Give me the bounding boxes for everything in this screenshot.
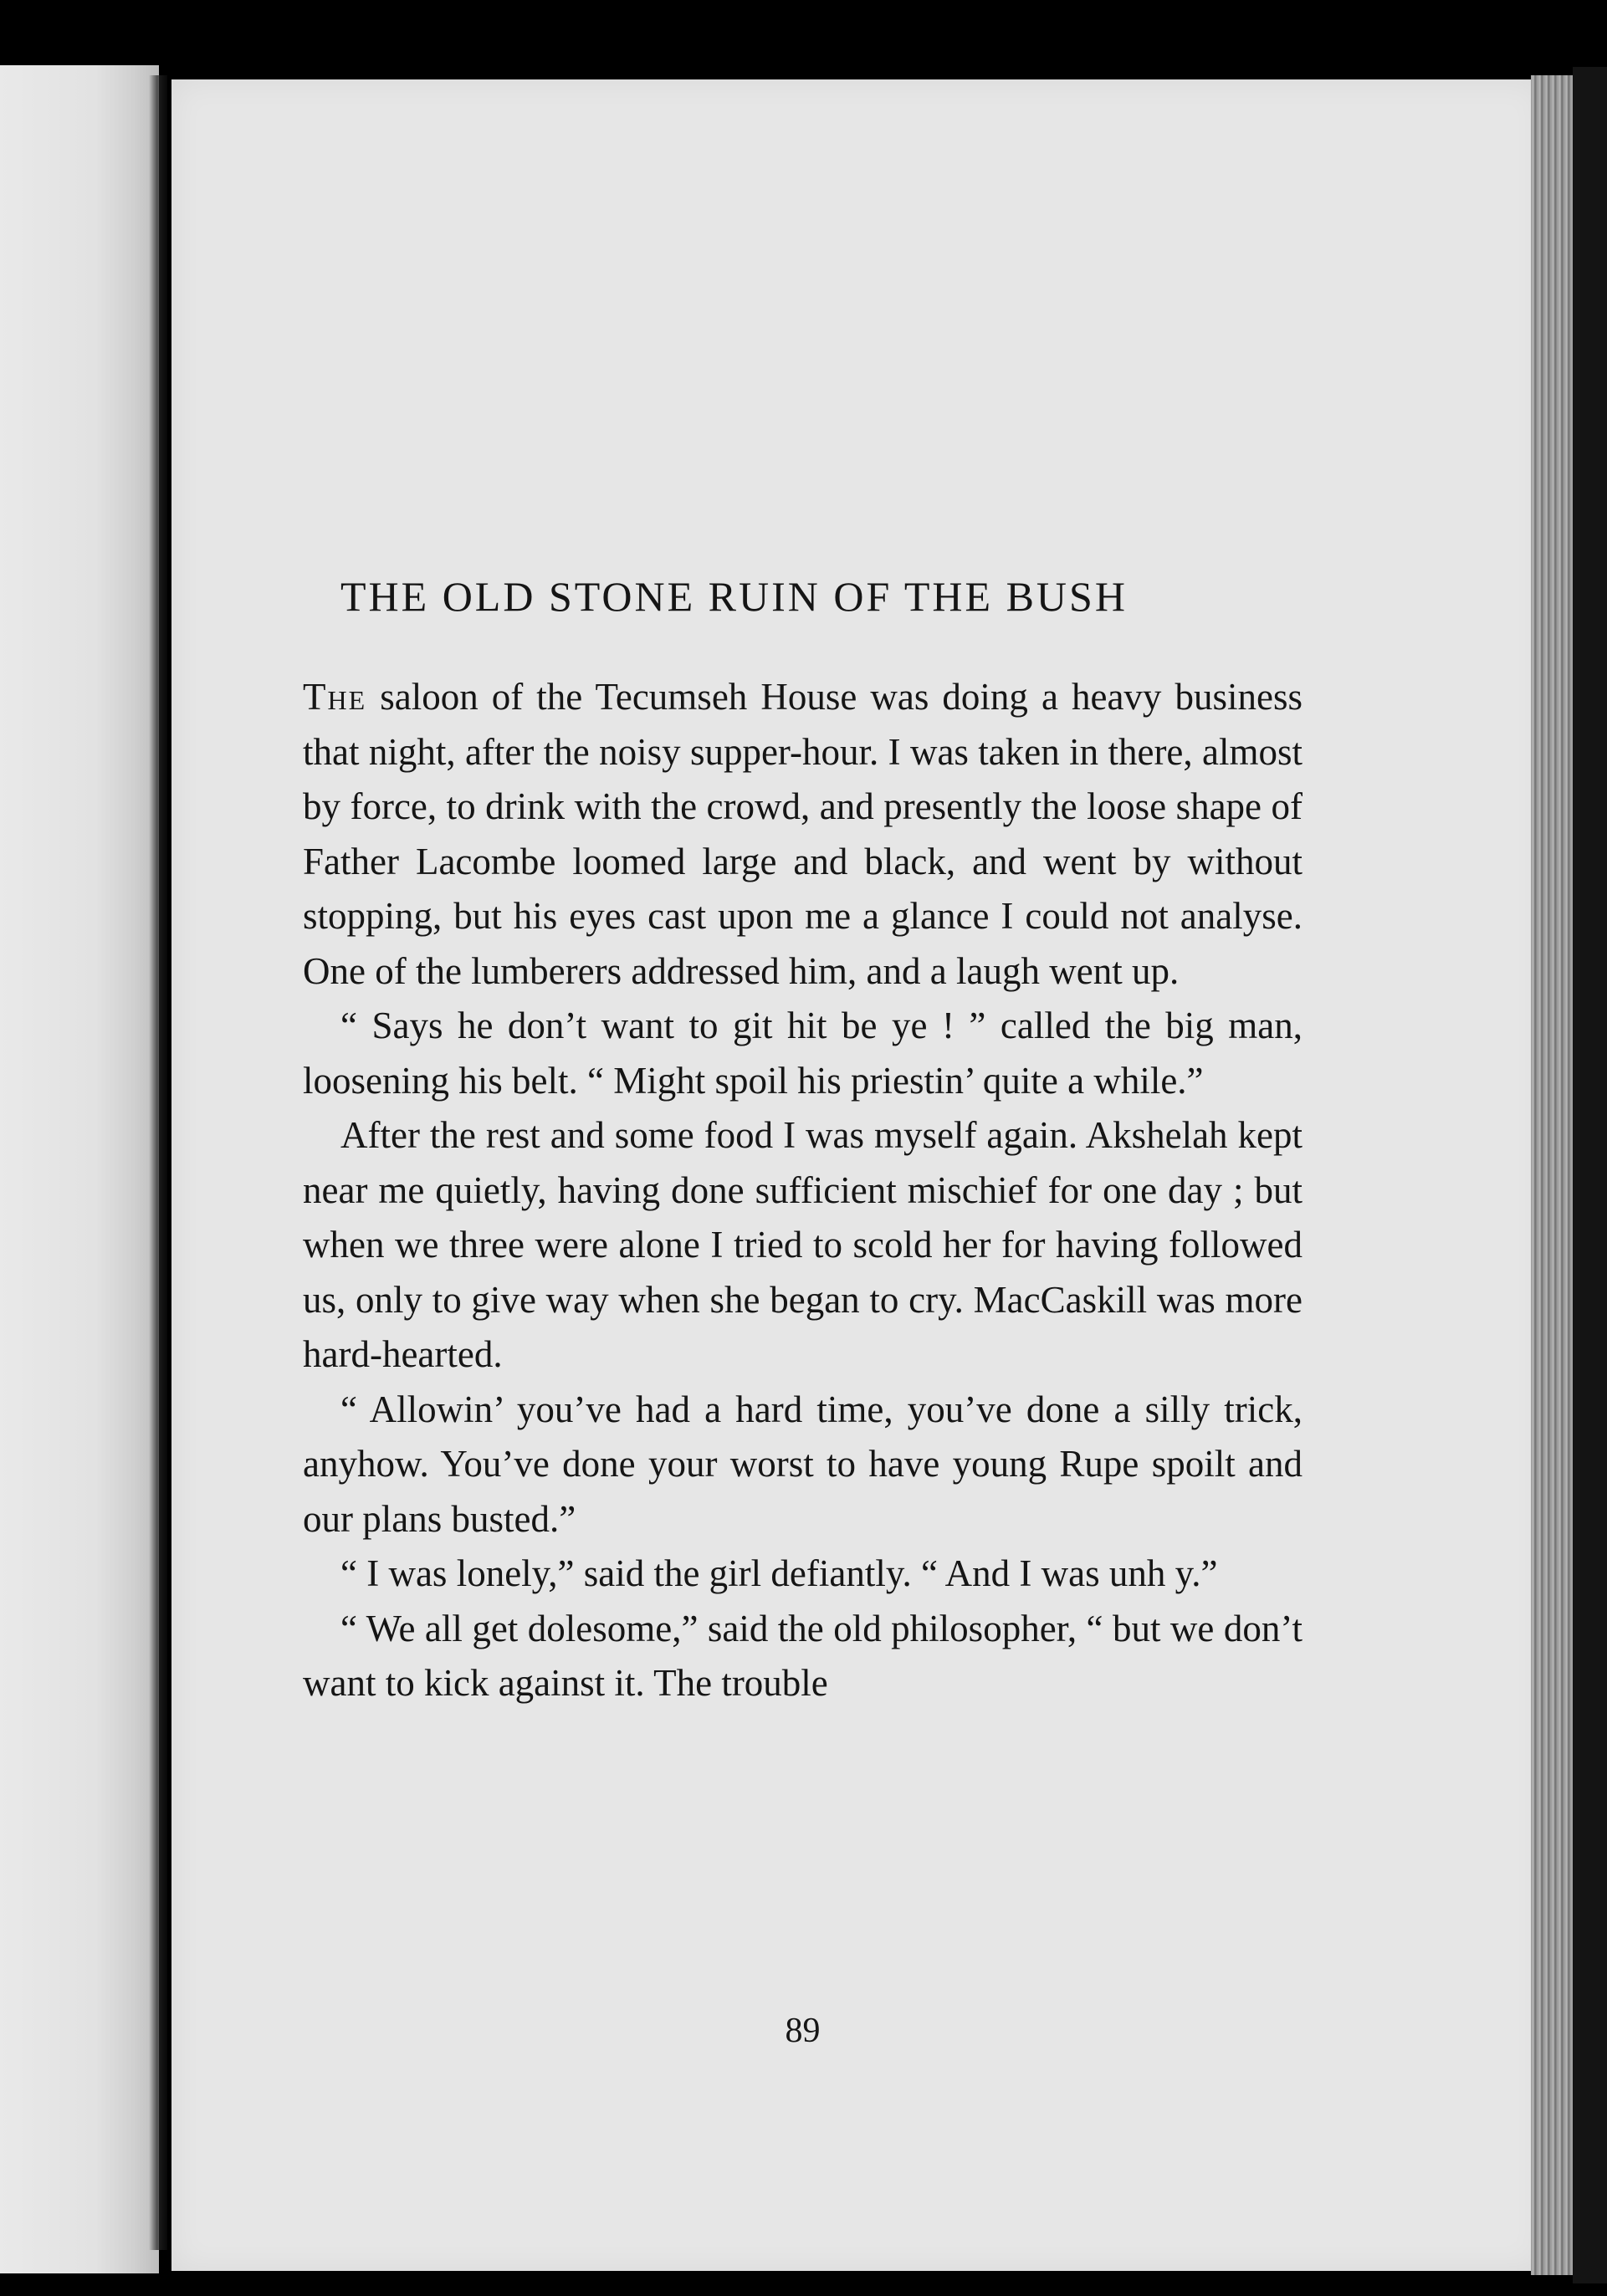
paragraph: After the rest and some food I was myself again. Akshelah kept near me quietly, having done sufficient mischief for one day ; but when we three were alone I tried to scold her for having followed us, only to give way when she began to cry. MacCaskill was more hard-hearted.: [303, 1114, 1302, 1375]
paragraph-lead-word: The: [303, 676, 367, 718]
paragraph: “ I was lonely,” said the girl defiantly. “ And I was unh y.”: [340, 1552, 1218, 1594]
paragraph: [303, 670, 1302, 999]
body-text: [303, 670, 1302, 1711]
book-gutter: [149, 75, 167, 2250]
book-cover-edge: [1573, 67, 1607, 2283]
paragraph: “ We all get dolesome,” said the old philosopher, “ but we don’t want to kick against it. The trouble: [303, 1607, 1302, 1704]
paragraph-text: saloon of the Tecumseh House was doing a heavy business that night, after the noisy supper-hour. I was taken in there, almost by force, to drink with the crowd, and presently the loose shape of Father Lacombe loomed large and black, and went by without stopping, but his eyes cast upon me a glance I could not analyse. One of the lumberers addressed him, and a laugh went up.: [303, 676, 1302, 992]
paragraph: “ Says he don’t want to git hit be ye ! ” called the big man, loosening his belt. “ Might spoil his priestin’ quite a while.”: [303, 1005, 1302, 1102]
page-number: 89: [785, 2012, 821, 2050]
paragraph: “ Allowin’ you’ve had a hard time, you’ve done a silly trick, anyhow. You’ve done your worst to have young Rupe spoilt and our plans busted.”: [303, 1388, 1302, 1540]
chapter-title: THE OLD STONE RUIN OF THE BUSH: [340, 573, 1128, 620]
page-content: [303, 571, 1302, 2050]
previous-page-edge: [0, 65, 159, 2273]
